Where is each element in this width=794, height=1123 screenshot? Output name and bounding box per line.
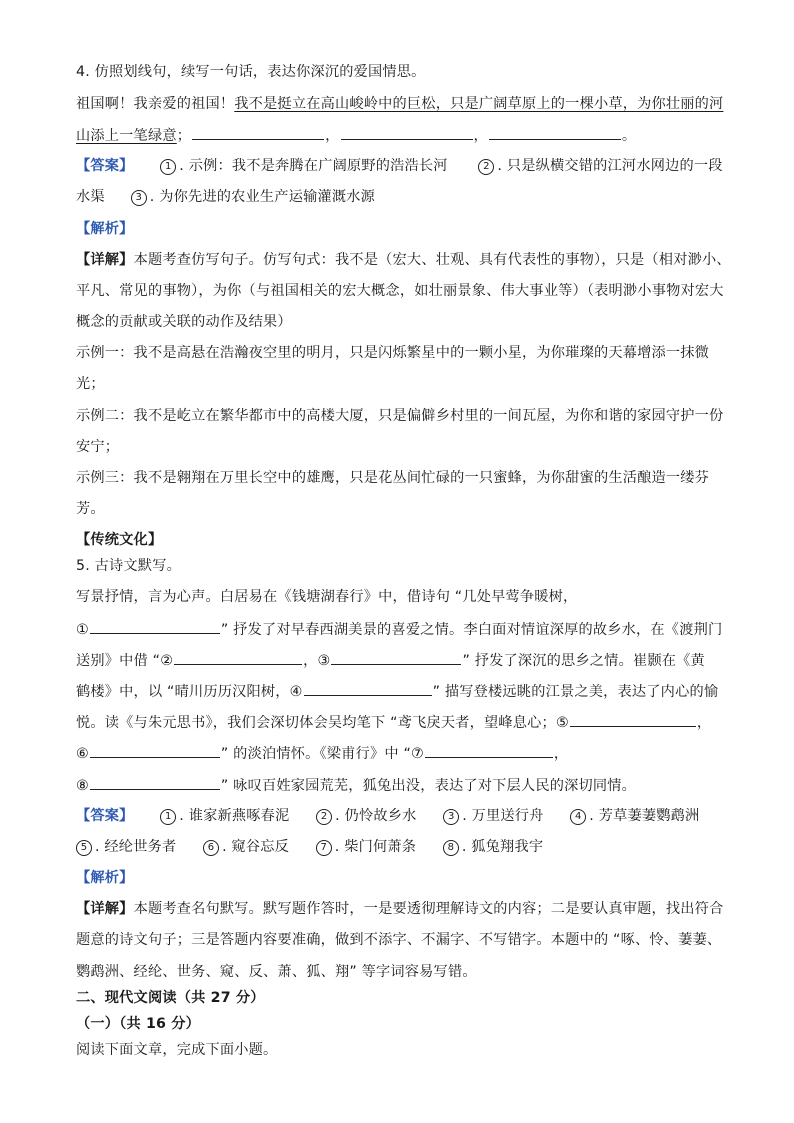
section-heading-modern-reading: 二、现代文阅读（共 27 分）: [76, 990, 265, 1006]
answer-item: 5 . 经纶世务者: [76, 837, 176, 857]
q5-blank-2[interactable]: [174, 650, 302, 665]
circle-number: 2: [478, 159, 494, 175]
q4-answer-line2: 水渠 3 . 为你先进的农业生产运输灌溉水源: [76, 189, 376, 205]
q5-detail-line2: 题意的诗文句子；三是答题内容要准确，做到不添字、不漏字、不写错字。本题中的 “啄、怜、萋萋、: [76, 932, 722, 948]
q4-blank-3[interactable]: [489, 125, 621, 140]
circle-number: 3: [131, 190, 147, 206]
q4-prefix: 祖国啊！我亲爱的祖国！: [76, 96, 235, 112]
q4-example2-cont: 安宁；: [76, 439, 120, 455]
q5-blank-3[interactable]: [331, 650, 461, 665]
detail-tag: 【详解】: [76, 901, 134, 917]
q5-text-line5: 悦。读《与朱元思书》，我们会深切体会吴均笔下 “鸢飞戾天者，望峰息心；⑤ ，: [76, 712, 726, 733]
answer-item: 3 . 万里送行舟: [443, 806, 543, 826]
q5-blank-5[interactable]: [570, 712, 696, 727]
q5-text-line6: ⑥ ” 的淡泊情怀。《梁甫行》中 “⑦ ，: [76, 743, 726, 764]
q4-underlined-sentence-end: 山添上一笔绿意: [76, 128, 177, 144]
answer-item: 8 . 狐兔翔我宇: [443, 837, 543, 857]
circle-number: 1: [160, 159, 176, 175]
q5-detail-line1: 【详解】本题考查名句默写。默写题作答时，一是要透彻理解诗文的内容；二是要认真审题，找出符合: [76, 901, 724, 917]
q4-prompt-line2: 山添上一笔绿意； ， ， 。: [76, 125, 726, 146]
analysis-tag: 【解析】: [76, 221, 134, 237]
q5-text-line4: 鹤楼》中，以 “晴川历历汉阳树，④ ” 描写登楼远眺的江景之美，表达了内心的愉: [76, 681, 726, 702]
q4-example1-cont: 光；: [76, 376, 105, 392]
q5-answer-line2: [76, 837, 726, 857]
answer-item: 6 . 窥谷忘反: [203, 837, 289, 857]
reading-instruction: 阅读下面文章，完成下面小题。: [76, 1042, 278, 1058]
subsection-heading: （一）（共 16 分）: [76, 1016, 201, 1032]
answer-item: 2 . 仍怜故乡水: [316, 806, 416, 826]
q5-blank-1[interactable]: [90, 619, 220, 634]
detail-tag: 【详解】: [76, 252, 134, 268]
section-heading-culture: 【传统文化】: [76, 532, 163, 548]
answer-item: 4 . 芳草萋萋鹦鹉洲: [570, 806, 699, 826]
q5-blank-7[interactable]: [425, 743, 553, 758]
q5-text-line7: ⑧ ” 咏叹百姓家园荒芜，狐兔出没，表达了对下层人民的深切同情。: [76, 775, 726, 796]
q4-blank-1[interactable]: [192, 125, 324, 140]
q4-example2: 示例二：我不是屹立在繁华都市中的高楼大厦，只是偏僻乡村里的一间瓦屋，为你和谐的家园守护一份: [76, 408, 724, 424]
answer-tag: 【答案】: [76, 158, 134, 174]
answer-item: 1 . 谁家新燕啄春泥: [160, 806, 289, 826]
q4-example3: 示例三：我不是翱翔在万里长空中的雄鹰，只是花丛间忙碌的一只蜜蜂，为你甜蜜的生活酿造一缕芬: [76, 470, 710, 486]
q5-text-line3: 送别》中借 “② ，③ ” 抒发了深沉的思乡之情。崔颢在《黄: [76, 650, 726, 671]
q4-example1: 示例一：我不是高悬在浩瀚夜空里的明月，只是闪烁繁星中的一颗小星，为你璀璨的天幕增添一抹微: [76, 345, 710, 361]
answer-tag: 【答案】: [76, 808, 134, 824]
q5-text-line1: 写景抒情，言为心声。白居易在《钱塘湖春行》中，借诗句 “几处早莺争暖树，: [76, 589, 578, 605]
q4-prompt-line1: [76, 94, 726, 114]
q4-blank-2[interactable]: [341, 125, 473, 140]
q5-detail-line3: 鹦鹉洲、经纶、世务、窥、反、萧、狐、翔” 等字词容易写错。: [76, 964, 477, 980]
q4-detail-line2: 平凡、常见的事物），为你（与祖国相关的宏大概念，如壮丽景象、伟大事业等）（表明渺小事物对宏大: [76, 283, 724, 299]
q5-blank-4[interactable]: [304, 681, 432, 696]
q4-title: 4. 仿照划线句，续写一句话，表达你深沉的爱国情思。: [76, 64, 426, 80]
q4-detail-line3: 概念的贡献或关联的动作及结果）: [76, 314, 292, 330]
q4-detail-line1: 【详解】本题考查仿写句子。仿写句式：我不是（宏大、壮观、具有代表性的事物），只是（相对渺小、: [76, 252, 731, 268]
answer-item: 7 . 柴门何萧条: [316, 837, 416, 857]
q5-title: 5. 古诗文默写。: [76, 558, 181, 574]
q5-blank-8[interactable]: [90, 775, 220, 790]
analysis-tag: 【解析】: [76, 870, 134, 886]
q4-answer-line1: 【答案】 1 . 示例：我不是奔腾在广阔原野的浩浩长河 2 . 只是纵横交错的江河水网边的一段: [76, 158, 723, 174]
q4-underlined-sentence: 我不是挺立在高山峻岭中的巨松，只是广阔草原上的一棵小草，为你壮丽的河: [234, 96, 724, 112]
q5-text-line2: ① ” 抒发了对早春西湖美景的喜爱之情。李白面对情谊深厚的故乡水，在《渡荆门: [76, 619, 726, 640]
q4-example3-cont: 芳。: [76, 501, 105, 517]
q5-blank-6[interactable]: [90, 743, 220, 758]
q5-answer-line1: [76, 806, 726, 826]
